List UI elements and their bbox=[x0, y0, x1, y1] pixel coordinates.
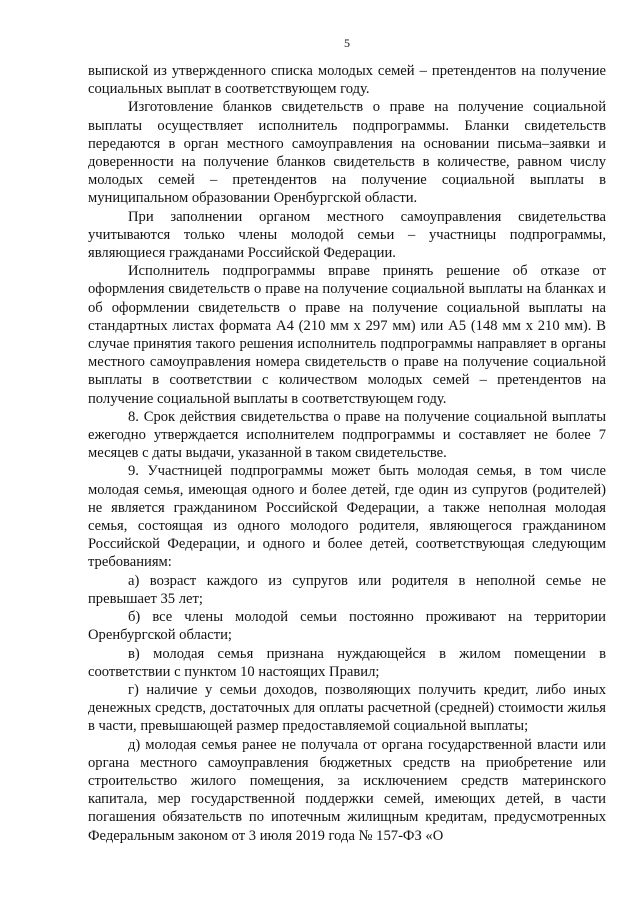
paragraph-item-9a: а) возраст каждого из супругов или родителя в неполной семье не превышает 35 лет; bbox=[88, 572, 606, 607]
paragraph-item-9: 9. Участницей подпрограммы может быть молодая семья, в том числе молодая семья, имеющая одного и более детей, где один из супругов (родителей) не является гражданином Российской Федерации, а также неполная молодая семья, состоящая из одного молодого родителя, являющегося гражданином Российской Федерации, и одного и более детей, соответствующая следующим требованиям: bbox=[88, 463, 606, 571]
paragraph-continuation: выпиской из утвержденного списка молодых семей – претендентов на получение социальных выплат в соответствующем году. bbox=[88, 63, 606, 98]
document-body bbox=[88, 62, 606, 845]
paragraph-item-9v: в) молодая семья признана нуждающейся в жилом помещении в соответствии с пунктом 10 настоящих Правил; bbox=[88, 645, 606, 680]
paragraph-family-members: При заполнении органом местного самоуправления свидетельства учитываются только члены молодой семьи – участницы подпрограммы, являющиеся гражданами Российской Федерации. bbox=[88, 208, 606, 262]
paragraph-item-9b: б) все члены молодой семьи постоянно проживают на территории Оренбургской области; bbox=[88, 609, 606, 644]
paragraph-item-9g: г) наличие у семьи доходов, позволяющих получить кредит, либо иных денежных средств, достаточных для оплаты расчетной (средней) стоимости жилья в части, превышающей размер предоставляемой социальной выплаты; bbox=[88, 681, 606, 735]
paragraph-executor-decision: Исполнитель подпрограммы вправе принять решение об отказе от оформления свидетельств о праве на получение социальной выплаты на бланках и об оформлении свидетельств о праве на получение социальной выплаты на стандартных листах формата А4 (210 мм х 297 мм) или А5 (148 мм х 210 мм). В случае принятия такого решения исполнитель подпрограммы направляет в органы местного самоуправления номера свидетельств о праве на получение социальной выплаты в соответствии с количеством молодых семей – претендентов на получение социальной выплаты в соответствующем году. bbox=[88, 263, 606, 407]
paragraph-blank-production: Изготовление бланков свидетельств о праве на получение социальной выплаты осуществляет исполнитель подпрограммы. Бланки свидетельств передаются в орган местного самоуправления на основании письма–заявки и доверенности на получение бланков свидетельств в количестве, равном числу молодых семей – претендентов на получение социальной выплаты в муниципальном образовании Оренбургской области. bbox=[88, 99, 606, 207]
paragraph-item-8: 8. Срок действия свидетельства о праве на получение социальной выплаты ежегодно утверждается исполнителем подпрограммы и составляет не более 7 месяцев с даты выдачи, указанной в таком свидетельстве. bbox=[88, 408, 606, 462]
page-number: 5 bbox=[344, 36, 350, 50]
document-page bbox=[88, 36, 606, 845]
paragraph-item-9d: д) молодая семья ранее не получала от органа государственной власти или органа местного самоуправления бюджетных средств на приобретение или строительство жилого помещения, за исключением средств материнского капитала, мер государственной поддержки семей, имеющих детей, в части погашения обязательств по ипотечным жилищным кредитам, предусмотренных Федеральным законом от 3 июля 2019 года № 157-ФЗ «О bbox=[88, 736, 606, 844]
